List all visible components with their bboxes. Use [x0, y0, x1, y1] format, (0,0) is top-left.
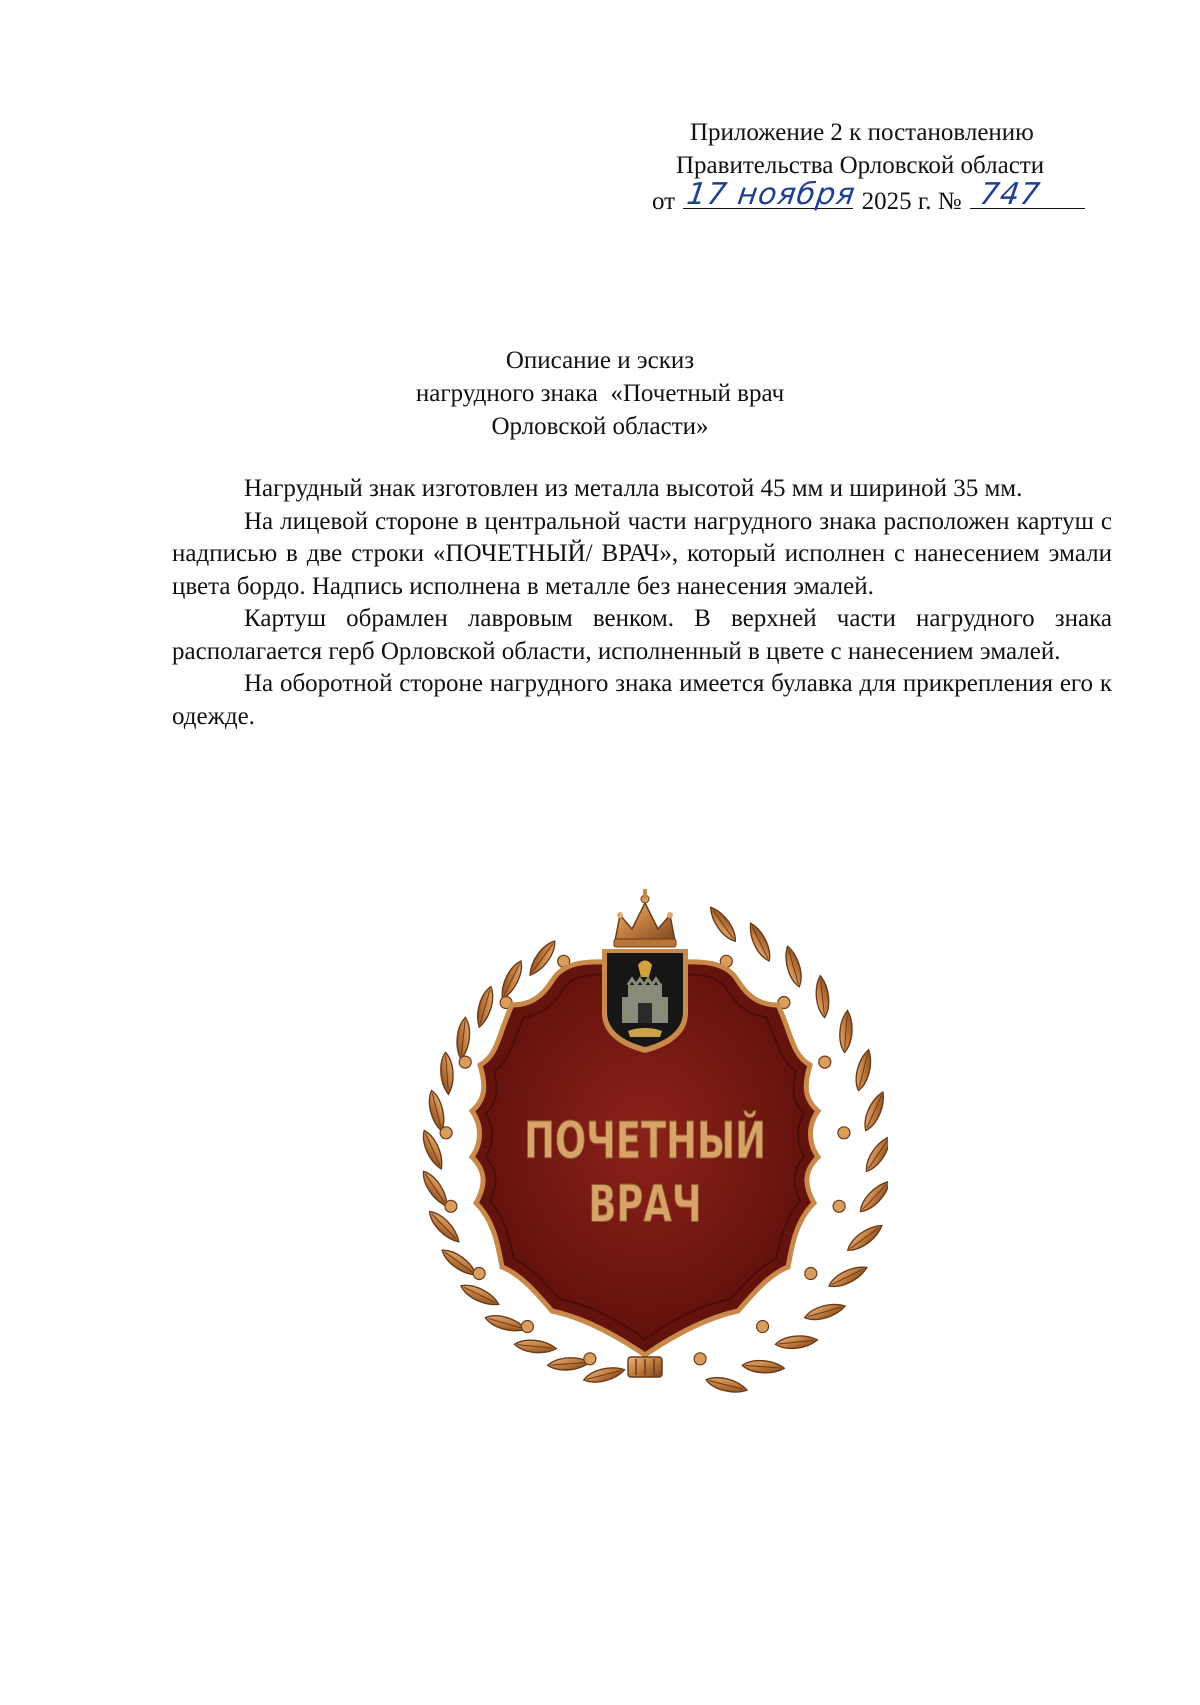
document-body — [172, 473, 1112, 733]
year-text: 2025 г. № — [861, 188, 962, 215]
handwritten-number: 747 — [977, 177, 1043, 212]
laurel-berry — [584, 1353, 596, 1365]
wreath-knot — [628, 1357, 662, 1377]
laurel-berry — [757, 1321, 769, 1333]
document-title — [0, 344, 1200, 443]
badge-image — [402, 885, 888, 1415]
title-line-3: Орловской области» — [491, 413, 709, 440]
laurel-berry — [445, 1200, 457, 1212]
from-prefix: от — [652, 188, 676, 215]
attachment-line-3 — [620, 177, 1120, 218]
number-field — [970, 177, 1085, 212]
laurel-berry — [440, 1127, 452, 1139]
paragraph-3: Картуш обрамлен лавровым венком. В верхней части нагрудного знака располагается герб Орловской области, исполненный в цвете с нанесением эмалей. — [172, 605, 1112, 665]
laurel-berry — [805, 1268, 817, 1280]
laurel-berry — [833, 1200, 845, 1212]
badge-sketch — [402, 885, 888, 1415]
laurel-berry — [819, 1056, 831, 1068]
attachment-line-1: Приложение 2 к постановлению — [690, 119, 1034, 146]
handwritten-date: 17 ноября — [684, 177, 859, 212]
laurel-leaf — [862, 1133, 888, 1175]
attachment-line-2: Правительства Орловской области — [676, 152, 1045, 179]
badge-inscription-line-1: ПОЧЕТНЫЙ — [524, 1112, 766, 1171]
date-field — [683, 177, 859, 212]
badge-inscription-line-2: ВРАЧ — [588, 1175, 702, 1235]
laurel-berry — [473, 1268, 485, 1280]
title-line-2: нагрудного знака «Почетный врач — [415, 380, 785, 407]
paragraph-4: На оборотной стороне нагрудного знака имеется булавка для прикрепления его к одежде. — [172, 670, 1112, 730]
crown-icon — [614, 889, 676, 947]
title-line-1: Описание и эскиз — [505, 347, 695, 374]
laurel-berry — [521, 1321, 533, 1333]
attachment-header — [620, 116, 1120, 218]
paragraph-2: На лицевой стороне в центральной части нагрудного знака расположен картуш с надписью в две строки «ПОЧЕТНЫЙ/ ВРАЧ», который исполнен с нанесением эмали цвета бордо. Надпись исполнена в металле без нанесения эмалей. — [172, 507, 1112, 600]
laurel-berry — [838, 1127, 850, 1139]
laurel-berry — [694, 1353, 706, 1365]
laurel-leaf — [856, 1177, 888, 1216]
laurel-berry — [459, 1056, 471, 1068]
coat-of-arms-icon — [602, 949, 688, 1053]
paragraph-1: Нагрудный знак изготовлен из металла высотой 45 мм и шириной 35 мм. — [244, 475, 1023, 502]
